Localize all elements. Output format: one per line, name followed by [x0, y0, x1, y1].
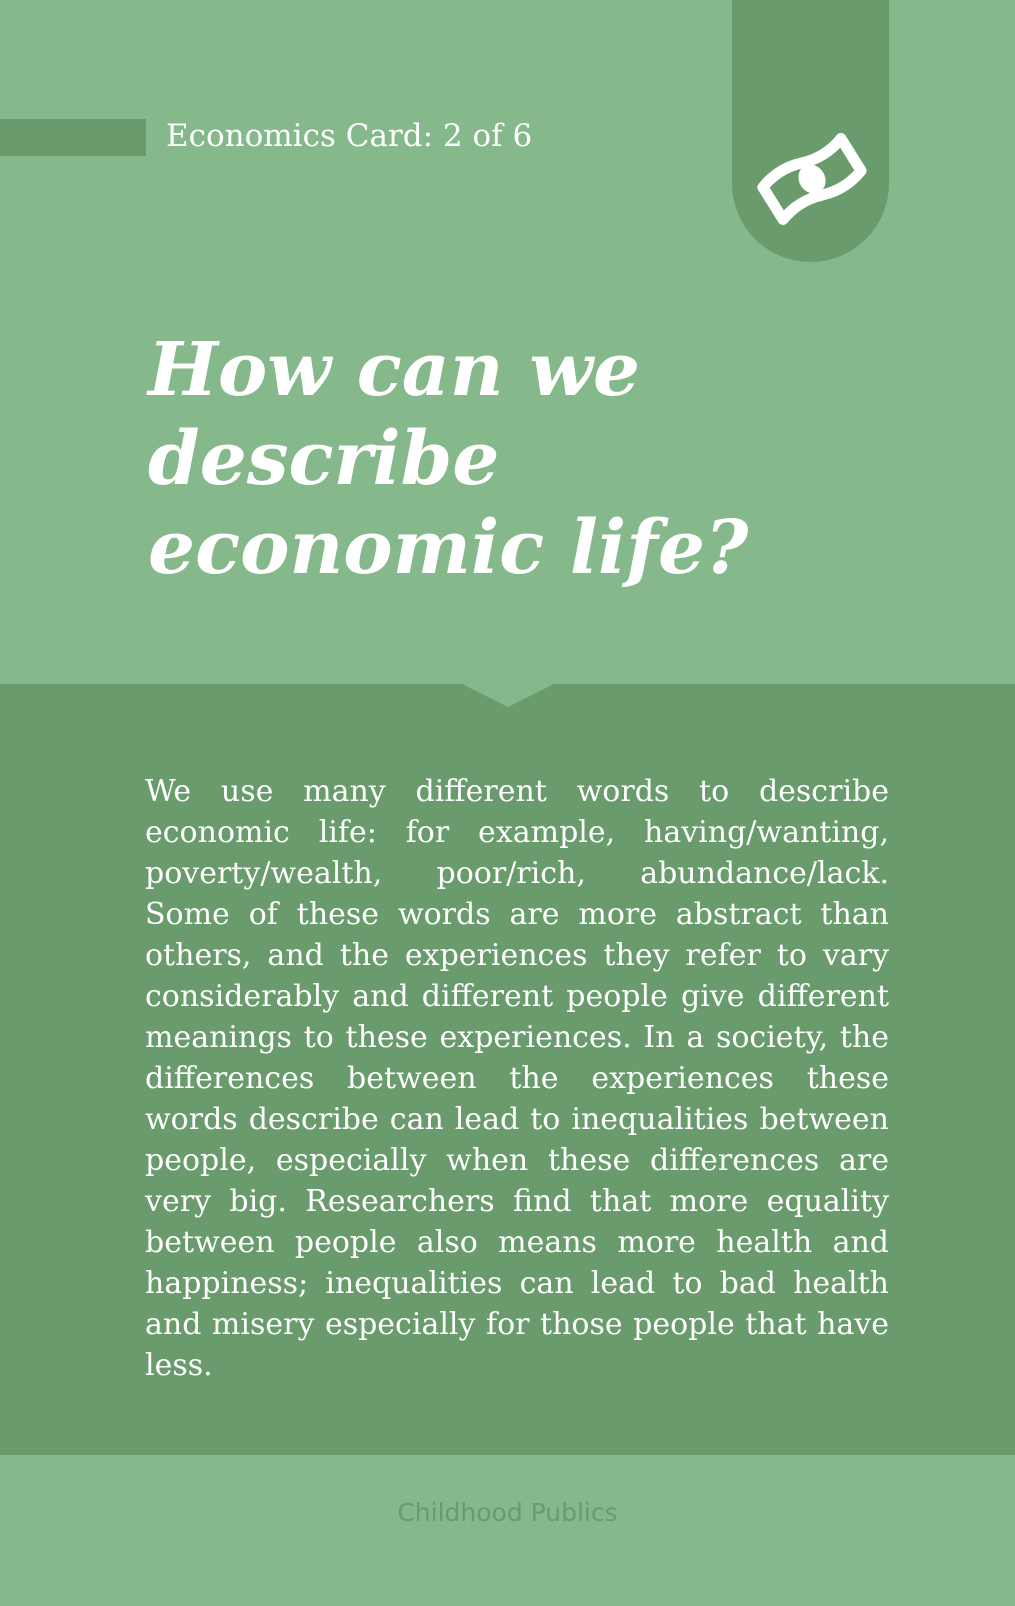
panel-notch [460, 683, 556, 707]
card-title [148, 326, 928, 593]
title-line-3: economic life? [148, 505, 749, 591]
banknote-icon [752, 126, 872, 232]
title-line-1: How can we [148, 327, 641, 413]
publisher-name: Childhood Publics [397, 1498, 618, 1527]
card-label: Economics Card: 2 of 6 [166, 118, 533, 154]
label-accent-bar [0, 119, 146, 156]
card-body-text: We use many different words to describe economic life: for example, having/wanting, poverty/wealth, poor/rich, abundance/lack. Some of these words are more abstract than others, and the experiences they refer to vary considerably and different people give different meanings to these experiences. In a society, the differences between the experiences these words describe can lead to inequalities between people, especially when these differences are very big. Researchers find that more equality between people also means more health and happiness; inequalities can lead to bad health and misery especially for those people that have less. [145, 774, 889, 1383]
title-line-2: describe [148, 416, 500, 502]
